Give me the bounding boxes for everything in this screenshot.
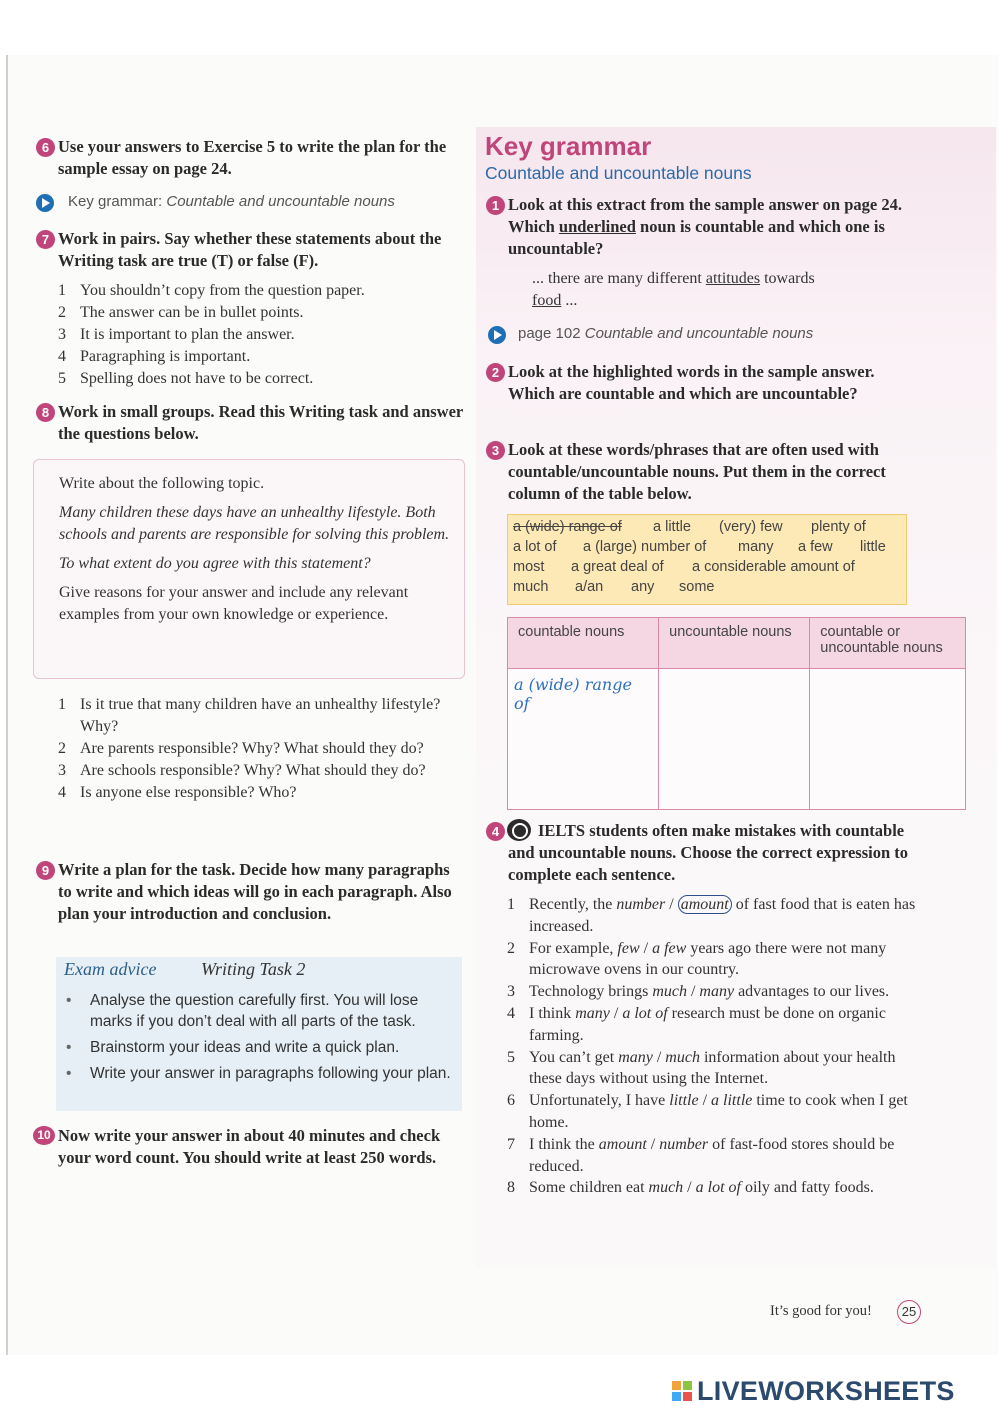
exercise-8-questions (58, 694, 468, 804)
list-item: 1 Recently, the number / amount of fast food that is eaten has increased. (507, 896, 916, 935)
option-1[interactable]: much (652, 983, 687, 1001)
grammar-exercise-2-instruction: Look at the highlighted words in the sample answer. Which are countable and which are uncountable? (508, 362, 875, 403)
column-header-uncountable: uncountable nouns (659, 618, 810, 669)
task-question: To what extent do you agree with this statement? (59, 555, 371, 572)
phrase-chip[interactable]: a little (653, 519, 691, 535)
exercise-7-instruction: Work in pairs. Say whether these statements about the Writing task are true (T) or false (F). (58, 229, 442, 270)
phrase-chip[interactable]: a/an (575, 579, 604, 595)
phrase-chip[interactable]: little (860, 539, 886, 555)
option-2[interactable]: a lot of (695, 1179, 741, 1197)
option-1[interactable]: much (648, 1179, 684, 1197)
phrase-chip[interactable]: plenty of (811, 519, 866, 535)
writing-task-box (33, 459, 465, 679)
list-item: 7 I think the amount / number of fast-food stores should be reduced. (507, 1135, 895, 1175)
exam-advice-subtitle: Writing Task 2 (201, 959, 306, 979)
handwritten-example: a (wide) range of (514, 675, 632, 713)
list-item: 2 The answer can be in bullet points. (58, 304, 304, 321)
list-item: • Analyse the question carefully first. You will lose marks if you don’t deal with all parts of the task. (56, 990, 462, 1032)
list-item: 4 I think many / a lot of research must be done on organic farming. (507, 1004, 886, 1044)
list-item: 4 Paragraphing is important. (58, 348, 251, 365)
task-intro: Write about the following topic. (59, 475, 265, 492)
phrase-chip[interactable]: a great deal of (571, 559, 664, 575)
column-header-both: countable or uncountable nouns (810, 618, 966, 669)
column-header-countable: countable nouns (508, 618, 659, 669)
exam-advice-title: Exam advice (64, 959, 157, 979)
option-1[interactable]: many (575, 1004, 610, 1022)
phrase-chip[interactable]: some (679, 579, 715, 595)
phrase-chip[interactable]: (very) few (719, 519, 783, 535)
option-2-selected[interactable]: amount (678, 895, 732, 914)
phrase-chip[interactable]: a few (798, 539, 833, 555)
option-2[interactable]: a few (652, 939, 687, 957)
grammar-exercise-2-number: 2 (486, 363, 505, 382)
phrase-chip[interactable]: much (513, 579, 549, 595)
exercise-7-number: 7 (36, 230, 55, 249)
phrase-chip[interactable]: many (738, 539, 774, 555)
footer-unit-title: It’s good for you! (770, 1303, 872, 1319)
grammar-exercise-4-number: 4 (486, 822, 505, 841)
grammar-exercise-3-number: 3 (486, 441, 505, 460)
phrase-chip[interactable]: a (wide) range of (513, 519, 622, 535)
option-2[interactable]: a lot of (622, 1004, 668, 1022)
countable-drop-cell[interactable] (508, 669, 659, 810)
exercise-10-number: 10 (33, 1126, 55, 1145)
liveworksheets-logo-icon (672, 1381, 692, 1403)
phrase-chip[interactable]: most (513, 559, 545, 575)
list-item: 4 Is anyone else responsible? Who? (58, 784, 297, 801)
grammar-exercise-1-number: 1 (486, 196, 505, 215)
exercise-7-list (58, 280, 468, 390)
option-1[interactable]: many (618, 1048, 653, 1066)
reference-arrow-icon (488, 326, 506, 344)
exercise-9-number: 9 (36, 861, 55, 880)
uncountable-drop-cell[interactable] (659, 669, 810, 810)
option-2[interactable]: much (665, 1048, 700, 1066)
grammar-exercise-1-instruction: Look at this extract from the sample answer on page 24. Which underlined noun is countable and which one is uncountable? (508, 195, 902, 258)
list-item: 1 Is it true that many children have an unhealthy lifestyle? Why? (58, 696, 441, 735)
grammar-exercise-4-instruction: IELTS students often make mistakes with countable and uncountable nouns. Choose the correct expression to complete each sentence. (508, 821, 909, 884)
exercise-9-instruction: Write a plan for the task. Decide how many paragraphs to write and which ideas will go in each paragraph. Also plan your introduction and conclusion. (58, 860, 452, 923)
list-item: 2 For example, few / a few years ago there were not many microwave ovens in our country. (507, 939, 887, 979)
noun-classification-table (507, 617, 966, 810)
phrase-chip[interactable]: a lot of (513, 539, 557, 555)
key-grammar-subtitle: Countable and uncountable nouns (485, 163, 752, 183)
option-1[interactable]: number (616, 896, 666, 913)
option-2[interactable]: number (659, 1135, 709, 1153)
page-number: 25 (897, 1300, 921, 1324)
both-drop-cell[interactable] (810, 669, 966, 810)
exercise-8-instruction: Work in small groups. Read this Writing task and answer the questions below. (58, 402, 463, 443)
task-instructions: Give reasons for your answer and include any relevant examples from your own knowledge or experience. (59, 584, 409, 623)
exercise-6-instruction: Use your answers to Exercise 5 to write the plan for the sample essay on page 24. (58, 137, 447, 178)
task-prompt: Many children these days have an unhealthy lifestyle. Both schools and parents are responsible for solving this problem. (59, 504, 450, 543)
list-item: 3 It is important to plan the answer. (58, 326, 295, 343)
exam-advice-box (56, 957, 462, 1111)
exercise-8-number: 8 (36, 403, 55, 422)
reference-arrow-icon (36, 194, 54, 212)
grammar-exercise-3-instruction: Look at these words/phrases that are often used with countable/uncountable nouns. Put them in the correct column of the table below. (508, 440, 886, 503)
exam-advice-tips (56, 990, 462, 1084)
list-item: 8 Some children eat much / a lot of oily and fatty foods. (507, 1179, 874, 1197)
list-item: • Write your answer in paragraphs following your plan. (56, 1063, 462, 1084)
list-item: 3 Technology brings much / many advantages to our lives. (507, 983, 890, 1001)
list-item: 5 Spelling does not have to be correct. (58, 370, 314, 387)
list-item: 5 You can’t get many / much information about your health these days without using the Internet. (507, 1048, 896, 1088)
key-grammar-reference[interactable]: Key grammar: Countable and uncountable nouns (68, 193, 395, 210)
phrase-chip[interactable]: a considerable amount of (692, 559, 855, 575)
list-item: 3 Are schools responsible? Why? What should they do? (58, 762, 426, 779)
list-item: • Brainstorm your ideas and write a quick plan. (56, 1037, 462, 1058)
liveworksheets-brand: LIVEWORKSHEETS (697, 1376, 955, 1406)
exercise-10-instruction: Now write your answer in about 40 minutes and check your word count. You should write at least 250 words. (58, 1126, 441, 1167)
list-item: 1 You shouldn’t copy from the question paper. (58, 282, 365, 299)
page-reference[interactable]: page 102 Countable and uncountable nouns (518, 325, 814, 342)
key-grammar-title: Key grammar (485, 131, 652, 161)
list-item: 6 Unfortunately, I have little / a little time to cook when I get home. (507, 1092, 908, 1131)
phrase-chip[interactable]: any (631, 579, 655, 595)
option-1[interactable]: amount (598, 1135, 647, 1153)
sample-extract: ... there are many different attitudes towards food ... (532, 270, 815, 309)
option-2[interactable]: a little (711, 1092, 753, 1110)
option-2[interactable]: many (699, 983, 735, 1001)
option-1[interactable]: little (669, 1092, 699, 1110)
exercise-4-sentences (507, 894, 917, 1199)
option-1[interactable]: few (617, 939, 640, 957)
phrase-box (507, 514, 907, 605)
exercise-6-number: 6 (36, 138, 55, 157)
phrase-chip[interactable]: a (large) number of (583, 539, 707, 555)
list-item: 2 Are parents responsible? Why? What should they do? (58, 740, 424, 757)
